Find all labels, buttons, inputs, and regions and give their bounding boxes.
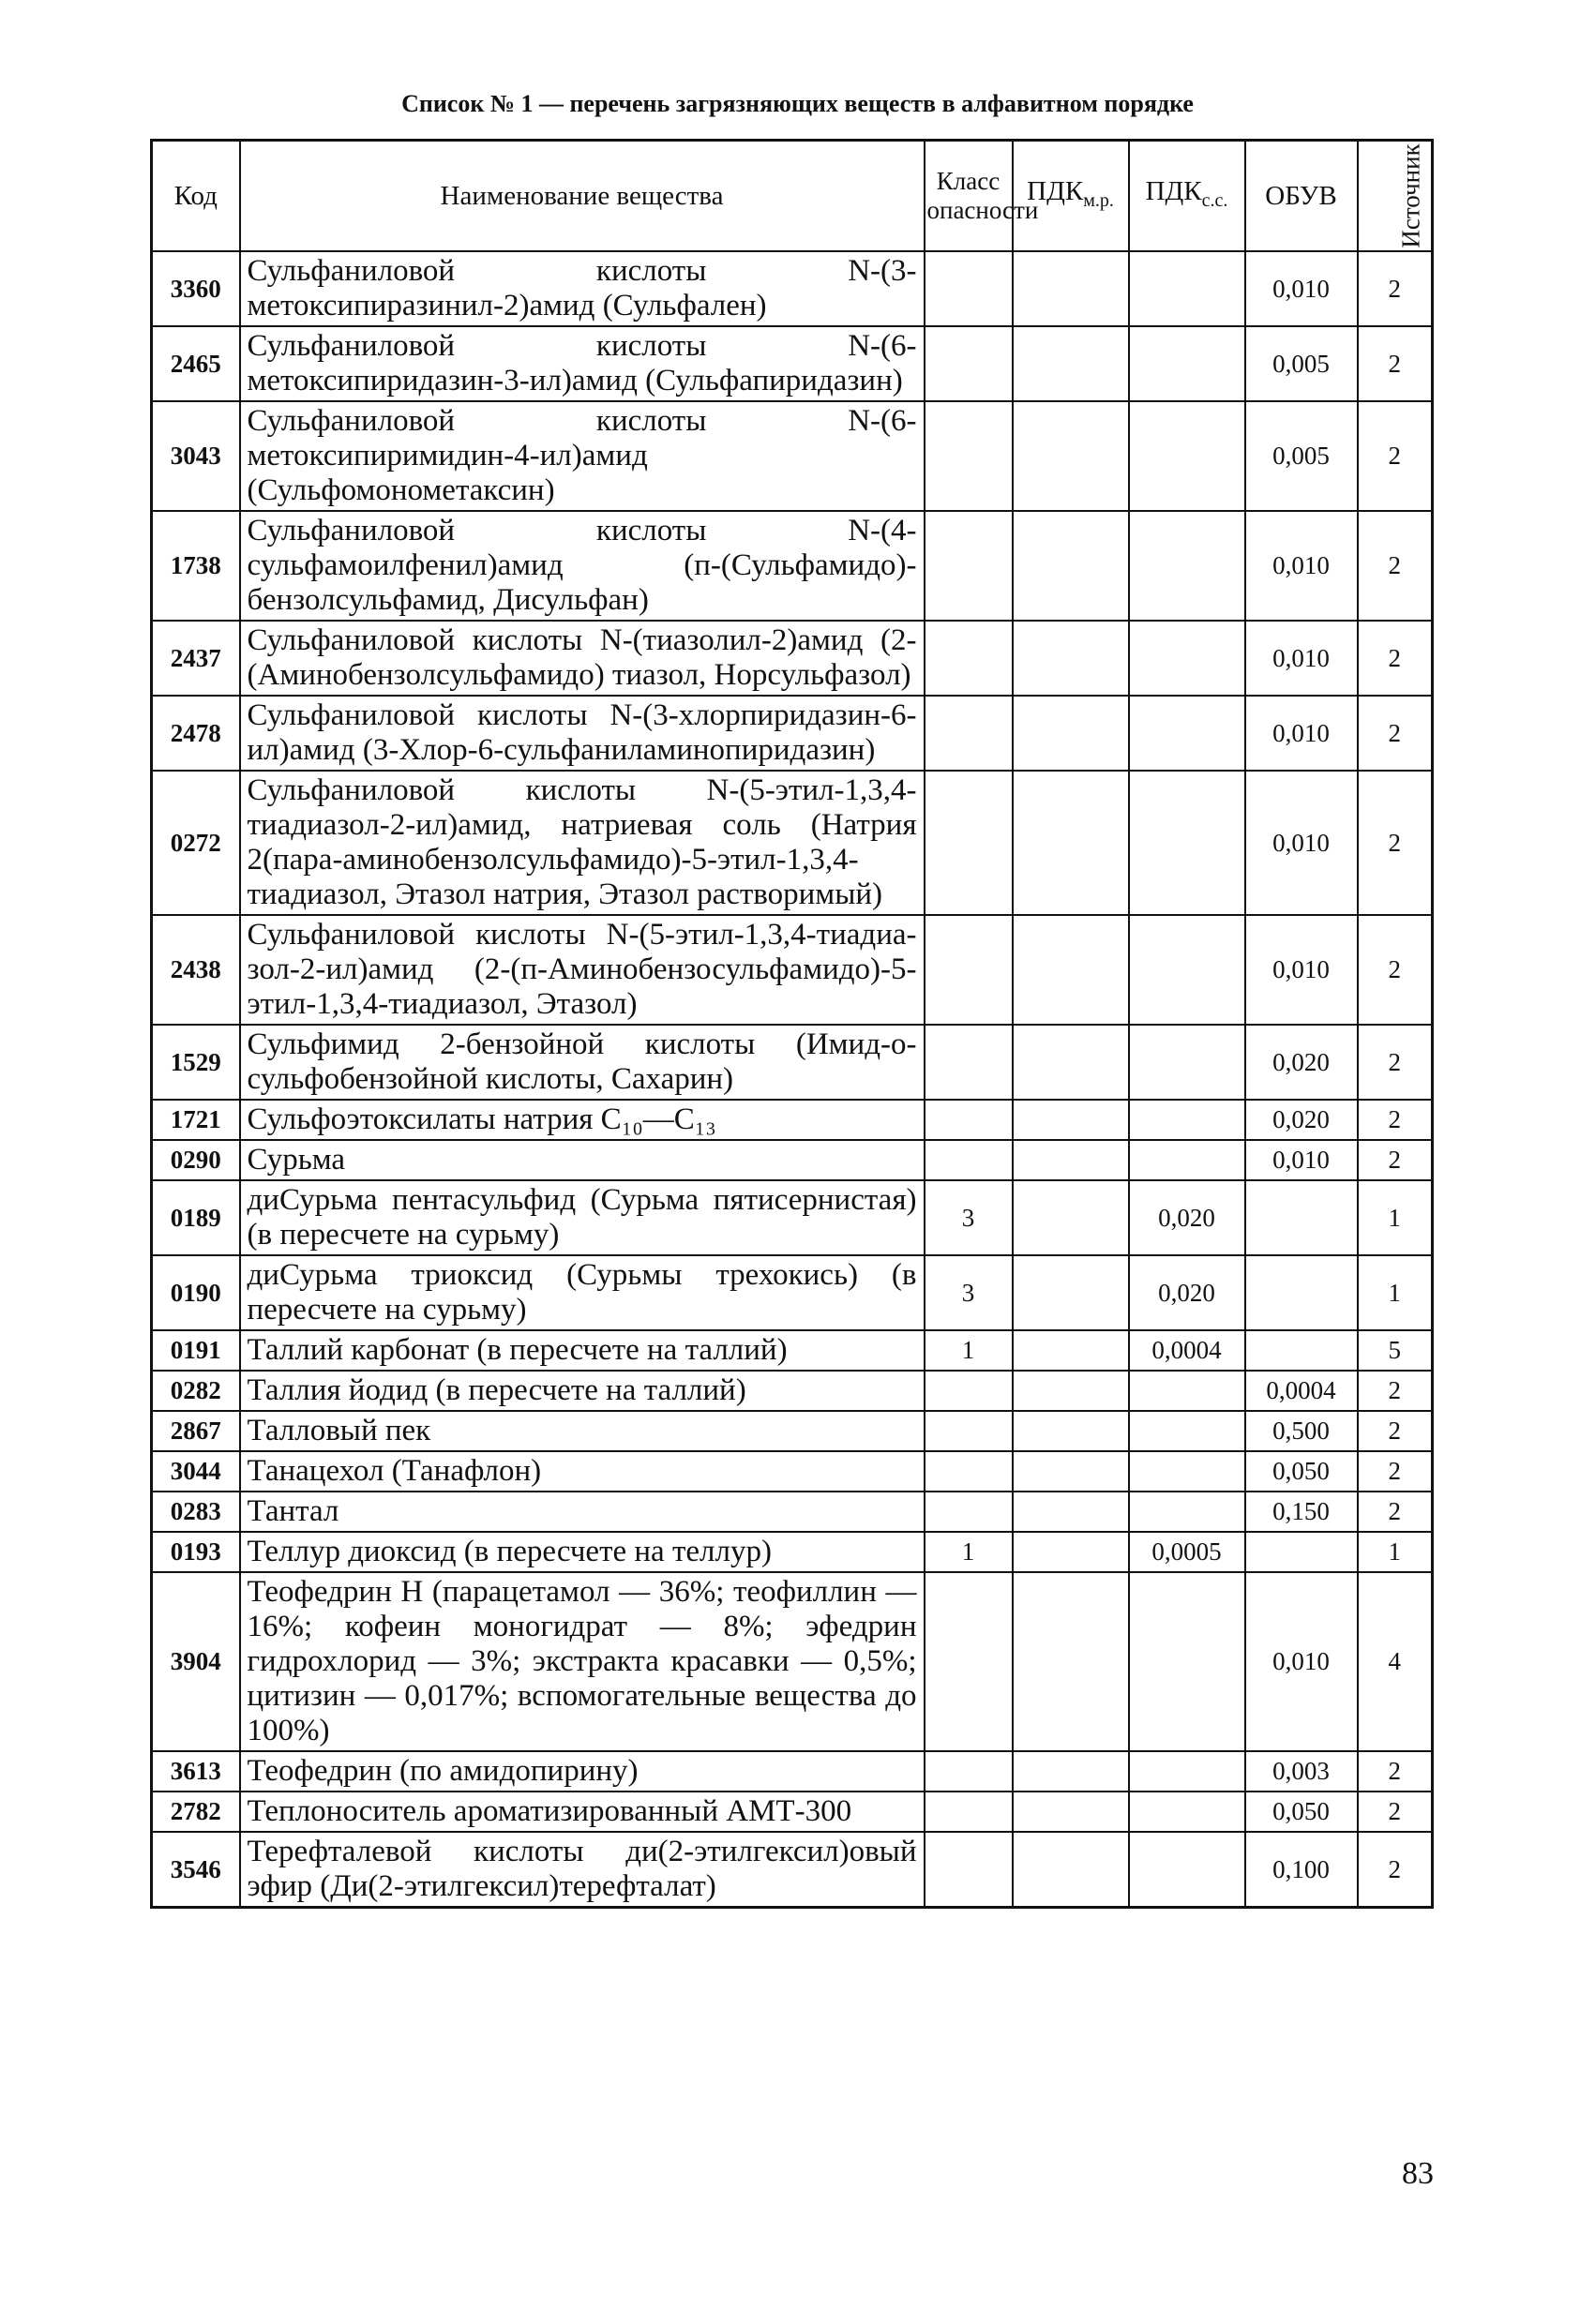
page-title: Список № 1 — перечень загрязняющих веществ в алфавитном порядке (401, 90, 1194, 117)
cell-code: 1738 (152, 511, 240, 621)
table-row (152, 1751, 1433, 1792)
cell-pdk-ss: 0,0005 (1129, 1532, 1245, 1572)
header-pdk-mr-sub: м.р. (1083, 189, 1114, 211)
header-source (1358, 141, 1433, 252)
cell-source: 2 (1358, 621, 1433, 696)
cell-code: 0190 (152, 1255, 240, 1330)
cell-obuv: 0,010 (1245, 251, 1358, 326)
cell-pdk-mr (1013, 401, 1129, 511)
cell-pdk-mr (1013, 251, 1129, 326)
cell-name: Сульфаниловой кислоты N-(3-метоксипиразинил-2)амид (Сульфален) (240, 251, 925, 326)
cell-pdk-ss (1129, 1140, 1245, 1180)
table-row (152, 771, 1433, 915)
cell-name: Талловый пек (240, 1411, 925, 1451)
cell-hazard-class (925, 401, 1013, 511)
header-obuv: ОБУВ (1245, 141, 1358, 252)
cell-obuv: 0,005 (1245, 326, 1358, 401)
cell-pdk-ss (1129, 251, 1245, 326)
cell-pdk-ss (1129, 401, 1245, 511)
cell-code: 0189 (152, 1180, 240, 1255)
cell-hazard-class (925, 1411, 1013, 1451)
cell-pdk-mr (1013, 1330, 1129, 1371)
cell-hazard-class (925, 915, 1013, 1025)
table-row (152, 326, 1433, 401)
cell-source: 2 (1358, 1411, 1433, 1451)
cell-hazard-class (925, 1451, 1013, 1492)
cell-code: 2782 (152, 1792, 240, 1832)
header-name: Наименование вещества (240, 141, 925, 252)
cell-obuv: 0,010 (1245, 1572, 1358, 1751)
cell-hazard-class (925, 1492, 1013, 1532)
cell-pdk-ss (1129, 326, 1245, 401)
cell-obuv (1245, 1255, 1358, 1330)
cell-name: Танацехол (Танафлон) (240, 1451, 925, 1492)
cell-code: 0272 (152, 771, 240, 915)
cell-code: 3043 (152, 401, 240, 511)
cell-obuv: 0,100 (1245, 1832, 1358, 1908)
cell-hazard-class (925, 621, 1013, 696)
cell-obuv: 0,003 (1245, 1751, 1358, 1792)
cell-name: Сульфаниловой кислоты N-(4-сульфамоилфенил)амид (п-(Сульфамидо)-бензолсульфамид, Дисульфан) (240, 511, 925, 621)
header-pdk-ss (1129, 141, 1245, 252)
header-source-text: Источник (1396, 143, 1425, 248)
cell-hazard-class (925, 1572, 1013, 1751)
table-header-row (152, 141, 1433, 252)
cell-source: 2 (1358, 915, 1433, 1025)
cell-hazard-class (925, 1371, 1013, 1411)
cell-obuv (1245, 1180, 1358, 1255)
cell-code: 0282 (152, 1371, 240, 1411)
table-row (152, 1832, 1433, 1908)
cell-pdk-mr (1013, 1025, 1129, 1100)
cell-pdk-ss (1129, 1025, 1245, 1100)
cell-pdk-ss (1129, 915, 1245, 1025)
cell-hazard-class (925, 771, 1013, 915)
cell-code: 3546 (152, 1832, 240, 1908)
cell-source: 2 (1358, 1371, 1433, 1411)
cell-code: 0283 (152, 1492, 240, 1532)
cell-source: 5 (1358, 1330, 1433, 1371)
cell-name: Сульфаниловой кислоты N-(6-метоксипиримидин-4-ил)амид (Сульфомонометаксин) (240, 401, 925, 511)
cell-pdk-mr (1013, 696, 1129, 771)
cell-pdk-mr (1013, 1411, 1129, 1451)
cell-hazard-class: 1 (925, 1532, 1013, 1572)
cell-obuv: 0,010 (1245, 511, 1358, 621)
cell-hazard-class (925, 1751, 1013, 1792)
table-row (152, 1330, 1433, 1371)
cell-hazard-class: 1 (925, 1330, 1013, 1371)
cell-code: 1721 (152, 1100, 240, 1140)
cell-pdk-ss: 0,020 (1129, 1180, 1245, 1255)
header-pdk-ss-main: ПДК (1145, 176, 1202, 207)
cell-pdk-mr (1013, 621, 1129, 696)
cell-source: 2 (1358, 326, 1433, 401)
cell-code: 2437 (152, 621, 240, 696)
table-row (152, 511, 1433, 621)
cell-source: 2 (1358, 1025, 1433, 1100)
table-body (152, 251, 1433, 1908)
cell-pdk-ss (1129, 1572, 1245, 1751)
header-hazard-class: Класс опасности (925, 141, 1013, 252)
cell-obuv: 0,050 (1245, 1451, 1358, 1492)
cell-source: 2 (1358, 1100, 1433, 1140)
cell-pdk-mr (1013, 1371, 1129, 1411)
cell-code: 2478 (152, 696, 240, 771)
cell-hazard-class (925, 511, 1013, 621)
table-row (152, 1492, 1433, 1532)
header-pdk-ss-sub: с.с. (1201, 189, 1228, 211)
cell-obuv: 0,010 (1245, 771, 1358, 915)
cell-pdk-mr (1013, 771, 1129, 915)
cell-source: 2 (1358, 1792, 1433, 1832)
page-number: 83 (1402, 2156, 1434, 2191)
cell-obuv: 0,020 (1245, 1025, 1358, 1100)
cell-pdk-ss (1129, 1832, 1245, 1908)
table-row (152, 251, 1433, 326)
cell-obuv (1245, 1532, 1358, 1572)
cell-hazard-class: 3 (925, 1255, 1013, 1330)
cell-name: Терефталевой кислоты ди(2-этилгексил)овый эфир (Ди(2-этилгексил)терефталат) (240, 1832, 925, 1908)
cell-code: 2438 (152, 915, 240, 1025)
cell-name: Сульфоэтоксилаты натрия C₁₀—C₁₃ (240, 1100, 925, 1140)
cell-code: 3360 (152, 251, 240, 326)
cell-obuv: 0,020 (1245, 1100, 1358, 1140)
cell-code: 3904 (152, 1572, 240, 1751)
table-row (152, 1792, 1433, 1832)
cell-obuv: 0,010 (1245, 696, 1358, 771)
cell-name: Теллур диоксид (в пересчете на теллур) (240, 1532, 925, 1572)
cell-source: 2 (1358, 1832, 1433, 1908)
cell-source: 2 (1358, 401, 1433, 511)
cell-source: 2 (1358, 1451, 1433, 1492)
cell-pdk-ss (1129, 1100, 1245, 1140)
cell-source: 2 (1358, 771, 1433, 915)
cell-source: 1 (1358, 1532, 1433, 1572)
cell-pdk-mr (1013, 326, 1129, 401)
table-row (152, 1451, 1433, 1492)
table-row (152, 1255, 1433, 1330)
cell-hazard-class: 3 (925, 1180, 1013, 1255)
cell-name: Сульфаниловой кислоты N-(5-этил-1,3,4-тиадиа-зол-2-ил)амид (2-(п-Аминобензосульфамидо)-5-этил-1,3,4-тиадиазол, Этазол) (240, 915, 925, 1025)
cell-name: диСурьма триоксид (Сурьмы трехокись) (в пересчете на сурьму) (240, 1255, 925, 1330)
header-code: Код (152, 141, 240, 252)
cell-hazard-class (925, 1100, 1013, 1140)
cell-hazard-class (925, 251, 1013, 326)
cell-obuv: 0,0004 (1245, 1371, 1358, 1411)
table-row (152, 1180, 1433, 1255)
table-row (152, 1572, 1433, 1751)
cell-pdk-mr (1013, 511, 1129, 621)
cell-obuv: 0,005 (1245, 401, 1358, 511)
cell-pdk-ss (1129, 1492, 1245, 1532)
cell-name: диСурьма пентасульфид (Сурьма пятисернистая) (в пересчете на сурьму) (240, 1180, 925, 1255)
cell-pdk-ss (1129, 696, 1245, 771)
table-row (152, 1140, 1433, 1180)
cell-source: 2 (1358, 1140, 1433, 1180)
cell-pdk-ss (1129, 621, 1245, 696)
cell-obuv: 0,010 (1245, 915, 1358, 1025)
cell-pdk-ss (1129, 771, 1245, 915)
table-row (152, 621, 1433, 696)
cell-pdk-mr (1013, 1451, 1129, 1492)
cell-hazard-class (925, 326, 1013, 401)
table-row (152, 1411, 1433, 1451)
cell-pdk-ss: 0,020 (1129, 1255, 1245, 1330)
table-row (152, 1532, 1433, 1572)
cell-pdk-ss (1129, 511, 1245, 621)
header-pdk-mr (1013, 141, 1129, 252)
cell-code: 0193 (152, 1532, 240, 1572)
cell-pdk-mr (1013, 1792, 1129, 1832)
cell-pdk-ss (1129, 1751, 1245, 1792)
cell-source: 1 (1358, 1255, 1433, 1330)
cell-source: 2 (1358, 1492, 1433, 1532)
cell-hazard-class (925, 1792, 1013, 1832)
cell-pdk-mr (1013, 1751, 1129, 1792)
cell-hazard-class (925, 696, 1013, 771)
cell-pdk-mr (1013, 1492, 1129, 1532)
cell-obuv (1245, 1330, 1358, 1371)
cell-name: Сульфаниловой кислоты N-(5-этил-1,3,4-тиадиазол-2-ил)амид, натриевая соль (Натрия 2(пара-аминобензолсульфамидо)-5-этил-1,3,4-тиадиазол, Этазол натрия, Этазол растворимый) (240, 771, 925, 915)
cell-hazard-class (925, 1140, 1013, 1180)
header-pdk-mr-main: ПДК (1027, 176, 1084, 207)
cell-name: Сульфаниловой кислоты N-(6-метоксипиридазин-3-ил)амид (Сульфапиридазин) (240, 326, 925, 401)
table-row (152, 915, 1433, 1025)
cell-source: 2 (1358, 1751, 1433, 1792)
cell-source: 2 (1358, 251, 1433, 326)
table-row (152, 401, 1433, 511)
cell-name: Теофедрин Н (парацетамол — 36%; теофиллин — 16%; кофеин моногидрат — 8%; эфедрин гидрохлорид — 3%; экстракта красавки — 0,5%; цитизин — 0,017%; вспомогательные вещества до 100%) (240, 1572, 925, 1751)
cell-source: 2 (1358, 511, 1433, 621)
cell-code: 0191 (152, 1330, 240, 1371)
cell-pdk-mr (1013, 1532, 1129, 1572)
cell-pdk-mr (1013, 1572, 1129, 1751)
cell-obuv: 0,500 (1245, 1411, 1358, 1451)
cell-name: Таллия йодид (в пересчете на таллий) (240, 1371, 925, 1411)
cell-pdk-mr (1013, 1100, 1129, 1140)
cell-source: 4 (1358, 1572, 1433, 1751)
table-row (152, 1100, 1433, 1140)
cell-name: Теофедрин (по амидопирину) (240, 1751, 925, 1792)
table-row (152, 696, 1433, 771)
cell-pdk-mr (1013, 1255, 1129, 1330)
cell-code: 2867 (152, 1411, 240, 1451)
cell-code: 3044 (152, 1451, 240, 1492)
cell-name: Сурьма (240, 1140, 925, 1180)
cell-obuv: 0,050 (1245, 1792, 1358, 1832)
cell-name: Сульфаниловой кислоты N-(тиазолил-2)амид (2-(Аминобензолсульфамидо) тиазол, Норсульфазол) (240, 621, 925, 696)
cell-pdk-ss (1129, 1371, 1245, 1411)
cell-source: 2 (1358, 696, 1433, 771)
cell-code: 1529 (152, 1025, 240, 1100)
cell-name: Таллий карбонат (в пересчете на таллий) (240, 1330, 925, 1371)
cell-pdk-ss (1129, 1411, 1245, 1451)
table-row (152, 1371, 1433, 1411)
cell-pdk-mr (1013, 915, 1129, 1025)
cell-pdk-mr (1013, 1180, 1129, 1255)
cell-hazard-class (925, 1832, 1013, 1908)
cell-source: 1 (1358, 1180, 1433, 1255)
cell-code: 2465 (152, 326, 240, 401)
cell-code: 3613 (152, 1751, 240, 1792)
cell-obuv: 0,010 (1245, 1140, 1358, 1180)
substances-table (150, 139, 1434, 1909)
cell-pdk-mr (1013, 1140, 1129, 1180)
cell-code: 0290 (152, 1140, 240, 1180)
cell-name: Сульфимид 2-бензойной кислоты (Имид-о-сульфобензойной кислоты, Сахарин) (240, 1025, 925, 1100)
cell-name: Тантал (240, 1492, 925, 1532)
cell-pdk-ss (1129, 1792, 1245, 1832)
cell-pdk-mr (1013, 1832, 1129, 1908)
table-row (152, 1025, 1433, 1100)
cell-name: Теплоноситель ароматизированный АМТ-300 (240, 1792, 925, 1832)
cell-obuv: 0,150 (1245, 1492, 1358, 1532)
cell-hazard-class (925, 1025, 1013, 1100)
cell-obuv: 0,010 (1245, 621, 1358, 696)
cell-pdk-ss: 0,0004 (1129, 1330, 1245, 1371)
cell-pdk-ss (1129, 1451, 1245, 1492)
cell-name: Сульфаниловой кислоты N-(3-хлорпиридазин-6-ил)амид (3-Хлор-6-сульфаниламинопиридазин) (240, 696, 925, 771)
